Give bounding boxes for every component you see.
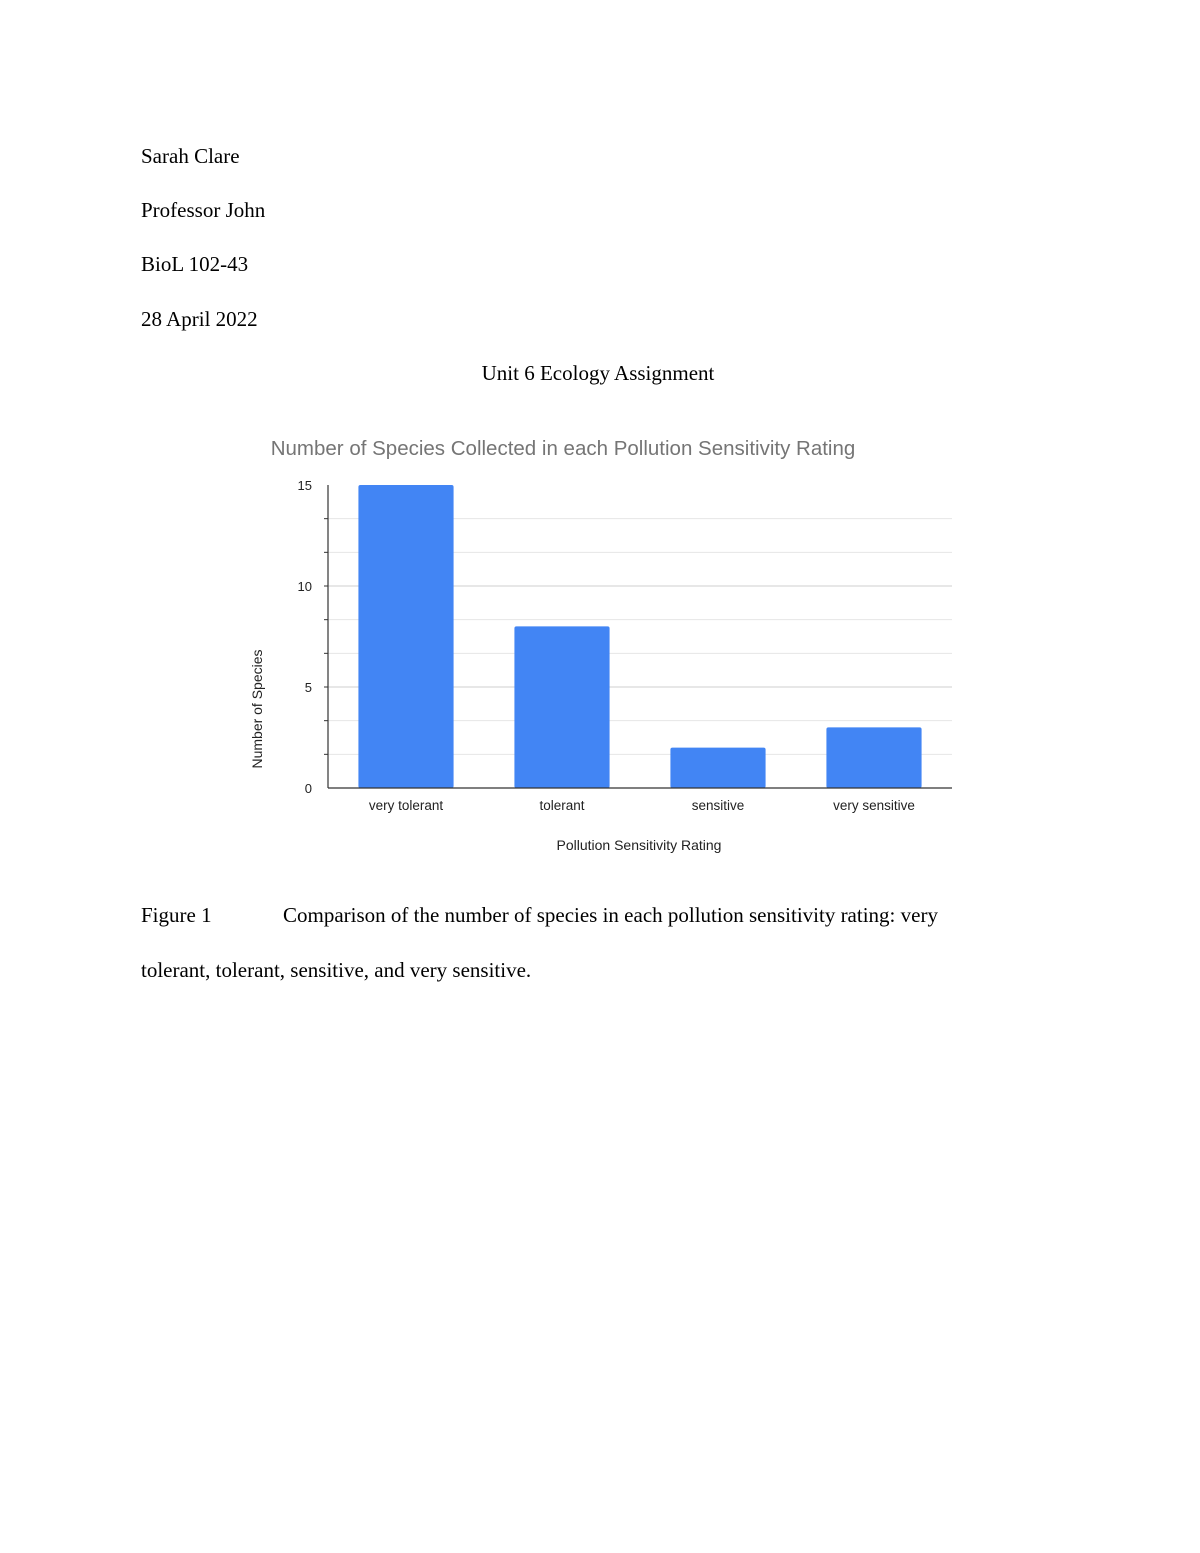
y-tick-label: 15: [297, 478, 312, 493]
x-tick-label: sensitive: [691, 798, 745, 813]
document-title: Unit 6 Ecology Assignment: [481, 361, 715, 385]
chart-bars: [358, 485, 921, 788]
bar-chart: [230, 425, 970, 865]
course-code: BioL 102-43: [141, 252, 249, 276]
bar-very-tolerant: [358, 485, 453, 788]
bar-tolerant: [514, 626, 609, 788]
figure-caption-line-2: tolerant, tolerant, sensitive, and very sensitive.: [141, 958, 532, 982]
chart-x-axis-label: Pollution Sensitivity Rating: [556, 837, 722, 853]
y-tick-label: 0: [304, 781, 312, 796]
y-tick-label: 5: [304, 680, 312, 695]
chart-title: Number of Species Collected in each Pollution Sensitivity Rating: [270, 437, 856, 460]
chart-y-axis-label: Number of Species: [249, 649, 265, 769]
figure-caption-line-1: [141, 903, 1041, 927]
x-tick-label: very tolerant: [368, 798, 444, 813]
bar-sensitive: [670, 748, 765, 788]
y-tick-label: 10: [297, 579, 312, 594]
bar-very-sensitive: [826, 727, 921, 788]
document-date: 28 April 2022: [141, 307, 258, 331]
author-name: Sarah Clare: [141, 144, 240, 168]
x-tick-label: tolerant: [539, 798, 585, 813]
figure-caption-text: Comparison of the number of species in each pollution sensitivity rating: very: [283, 903, 938, 927]
figure-label: Figure 1: [141, 903, 212, 927]
professor-name: Professor John: [141, 198, 266, 222]
x-tick-label: very sensitive: [833, 798, 915, 813]
